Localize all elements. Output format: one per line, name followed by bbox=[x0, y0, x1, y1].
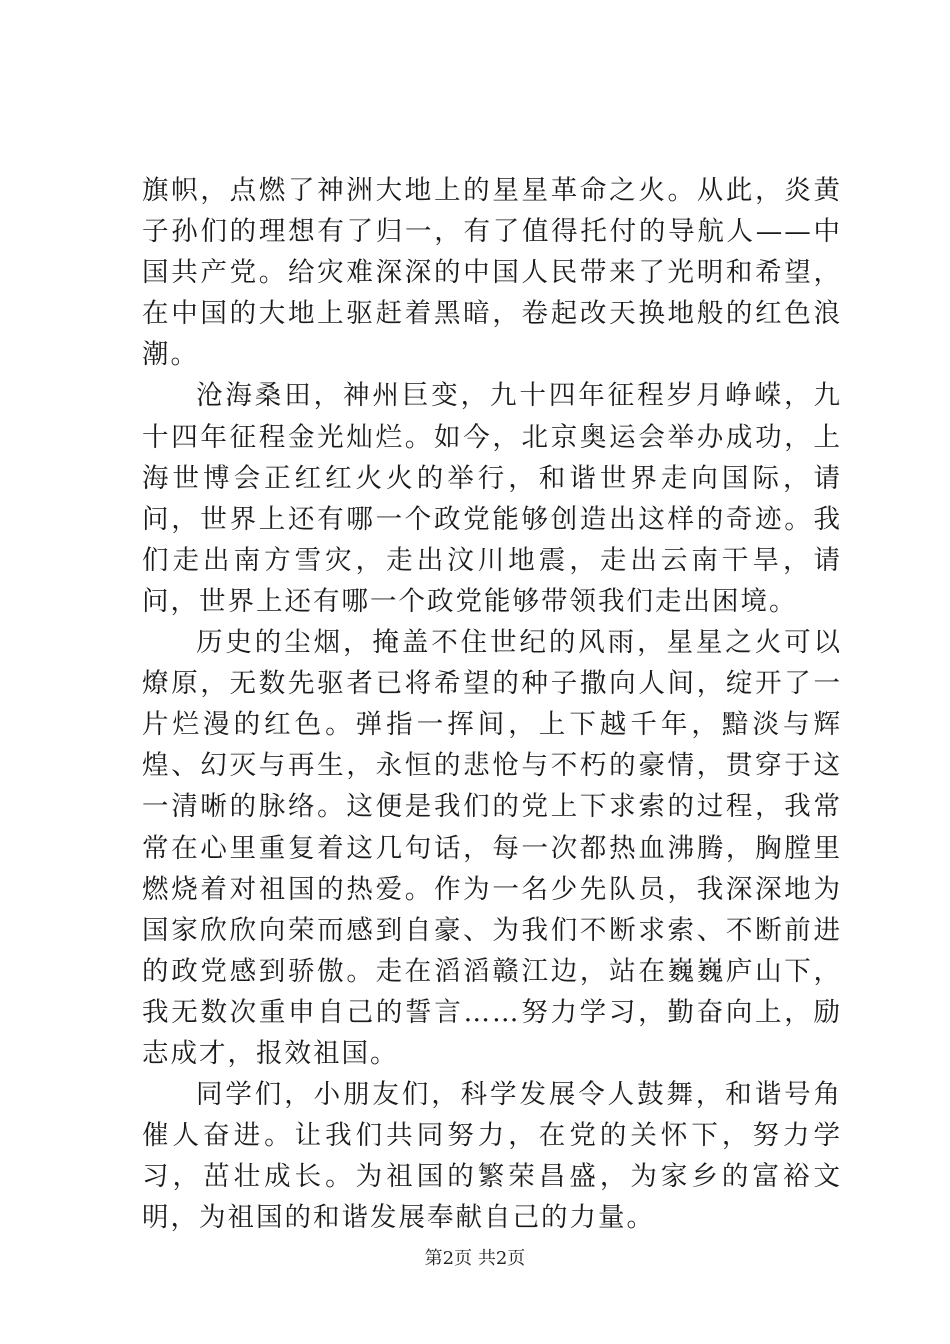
paragraph-4: 同学们，小朋友们，科学发展令人鼓舞，和谐号角催人奋进。让我们共同努力，在党的关怀下，努力学习，茁壮成长。为祖国的繁荣昌盛，为家乡的富裕文明，为祖国的和谐发展奉献自己的力量。 bbox=[142, 1079, 842, 1234]
paragraph-2: 沧海桑田，神州巨变，九十四年征程岁月峥嵘，九十四年征程金光灿烂。如今，北京奥运会举办成功，上海世博会正红红火火的举行，和谐世界走向国际，请问，世界上还有哪一个政党能够创造出这样的奇迹。我们走出南方雪灾，走出汶川地震，走出云南干旱，请问，世界上还有哪一个政党能够带领我们走出困境。 bbox=[142, 380, 842, 617]
paragraph-3: 历史的尘烟，掩盖不住世纪的风雨，星星之火可以燎原，无数先驱者已将希望的种子撒向人间，绽开了一片烂漫的红色。弹指一挥间，上下越千年，黯淡与辉煌、幻灭与再生，永恒的悲怆与不朽的豪情，贯穿于这一清晰的脉络。这便是我们的党上下求索的过程，我常常在心里重复着这几句话，每一次都热血沸腾，胸膛里燃烧着对祖国的热爱。作为一名少先队员，我深深地为国家欣欣向荣而感到自豪、为我们不断求索、不断前进的政党感到骄傲。走在滔滔赣江边，站在巍巍庐山下，我无数次重申自己的誓言……努力学习，勤奋向上，励志成才，报效祖国。 bbox=[142, 627, 842, 1069]
document-body bbox=[142, 170, 842, 1238]
page-number-footer: 第2页 共2页 bbox=[424, 1248, 526, 1269]
paragraph-1: 旗帜，点燃了神洲大地上的星星革命之火。从此，炎黄子孙们的理想有了归一，有了值得托付的导航人——中国共产党。给灾难深深的中国人民带来了光明和希望，在中国的大地上驱赶着黑暗，卷起改天换地般的红色浪潮。 bbox=[142, 175, 842, 371]
